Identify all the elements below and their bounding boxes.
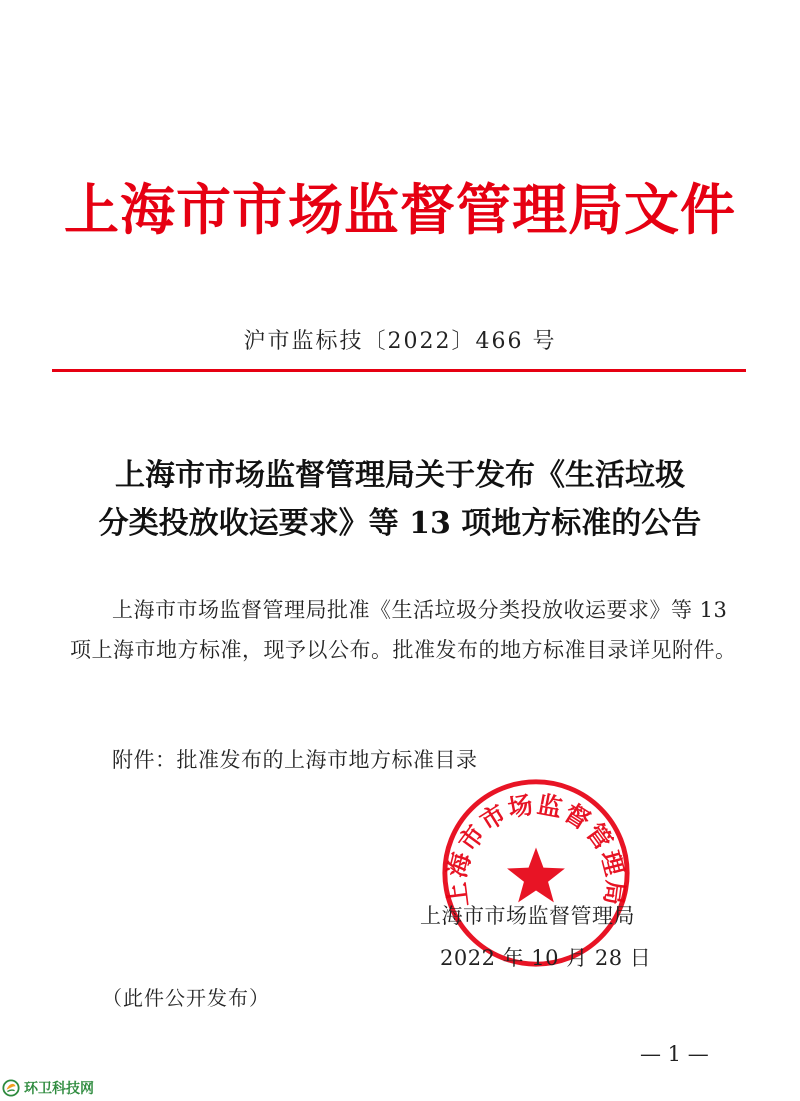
globe-leaf-logo-icon [2,1079,20,1097]
issue-date: 2022 年 10 月 28 日 [440,946,652,970]
public-release-note: （此件公开发布） [102,986,270,1010]
document-number: 沪市监标技〔2022〕466 号 [243,329,557,354]
body-paragraph: 上海市市场监督管理局批准《生活垃圾分类投放收运要求》等 13 项上海市地方标准，现予以公布。批准发布的地方标准目录详见附件。 [70,598,737,662]
title-line-2: 分类投放收运要求》等 13 项地方标准的公告 [98,506,702,541]
site-watermark [2,1076,94,1100]
page-number: — 1 — [640,1042,709,1066]
document-masthead: 上海市市场监督管理局文件 [63,178,736,242]
red-divider-line [52,369,746,372]
announcement-title [60,452,740,548]
watermark-text: 环卫科技网 [24,1081,94,1097]
attachment-line: 附件：批准发布的上海市地方标准目录 [112,748,478,772]
seal-text: 上海市市场监督管理局 [441,789,631,909]
title-line-1: 上海市市场监督管理局关于发布《生活垃圾 [115,458,685,493]
issuing-authority: 上海市市场监督管理局 [420,904,635,928]
